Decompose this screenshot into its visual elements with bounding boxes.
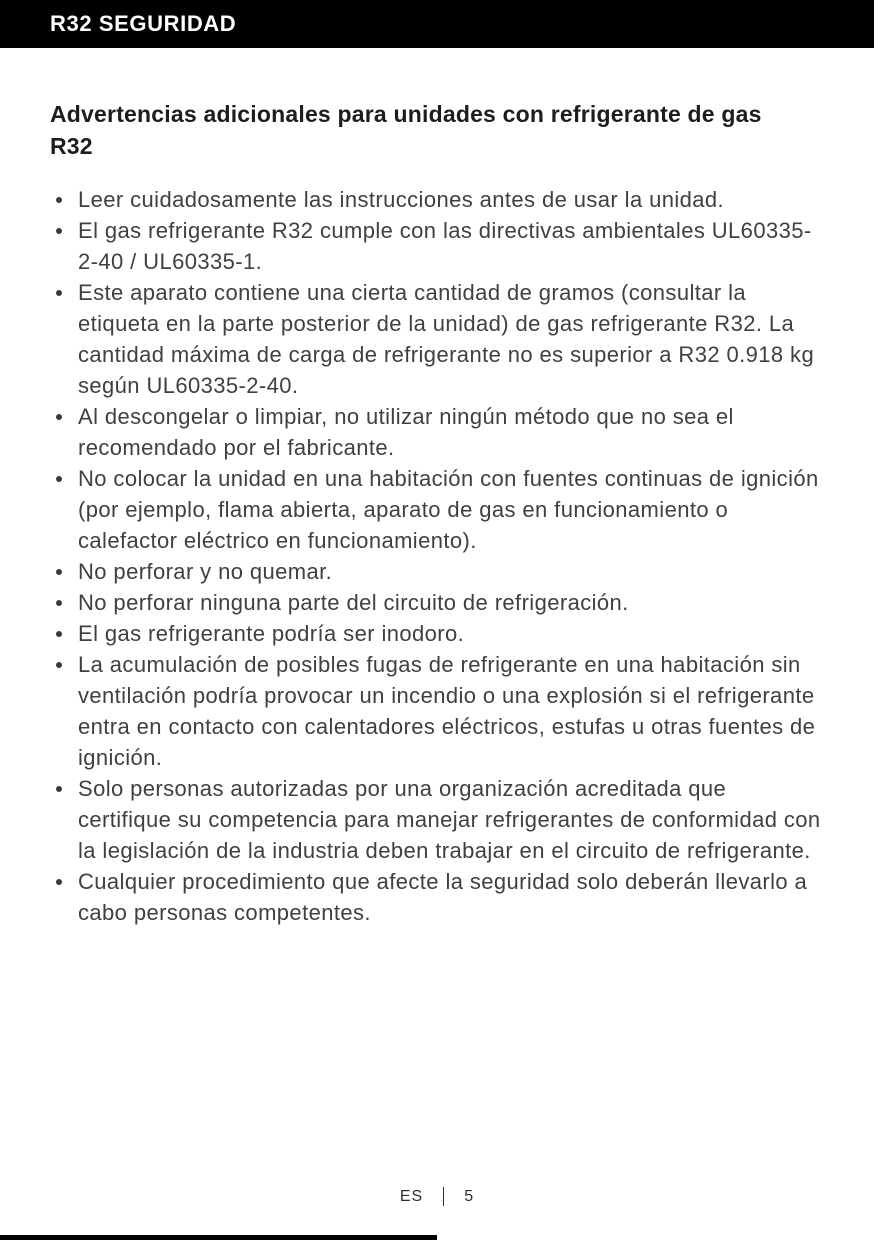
warning-text: La acumulación de posibles fugas de refrigerante en una habitación sin ventilación podría provocar un incendio o una explosión si el refrigerante entra en contacto con calentadores eléctricos, estufas u otras fuentes de ignición. — [78, 652, 816, 770]
bullet-icon — [50, 773, 78, 792]
warning-list-item — [50, 184, 824, 215]
section-header-bar — [0, 0, 874, 48]
bullet-icon — [50, 277, 78, 296]
page-footer — [0, 1187, 874, 1206]
warning-list — [50, 184, 824, 928]
warning-text: No colocar la unidad en una habitación con fuentes continuas de ignición (por ejemplo, flama abierta, aparato de gas en funcionamiento o calefactor eléctrico en funcionamiento). — [78, 466, 819, 553]
bottom-accent-bar — [0, 1235, 437, 1240]
page-title: Advertencias adicionales para unidades con refrigerante de gas R32 — [50, 101, 762, 159]
warning-list-item — [50, 556, 824, 587]
footer-page-number: 5 — [464, 1187, 475, 1205]
bullet-icon — [50, 556, 78, 575]
warning-text: Solo personas autorizadas por una organización acreditada que certifique su competencia para manejar refrigerantes de conformidad con la legislación de la industria deben trabajar en el circuito de refrigerante. — [78, 776, 821, 863]
footer-separator-line — [443, 1187, 444, 1206]
warning-list-item — [50, 587, 824, 618]
bullet-icon — [50, 184, 78, 203]
warning-text: El gas refrigerante R32 cumple con las directivas ambientales UL60335-2-40 / UL60335-1. — [78, 218, 812, 274]
warning-text: Al descongelar o limpiar, no utilizar ningún método que no sea el recomendado por el fabricante. — [78, 404, 734, 460]
warning-text: Leer cuidadosamente las instrucciones antes de usar la unidad. — [78, 187, 725, 212]
warning-list-item — [50, 215, 824, 277]
warning-text: No perforar ninguna parte del circuito de refrigeración. — [78, 590, 629, 615]
warning-list-item — [50, 649, 824, 773]
footer-language-code: ES — [399, 1187, 424, 1205]
warning-list-item — [50, 463, 824, 556]
warning-text: Cualquier procedimiento que afecte la seguridad solo deberán llevarlo a cabo personas competentes. — [78, 869, 808, 925]
warning-list-item — [50, 773, 824, 866]
page-content — [0, 48, 874, 928]
bullet-icon — [50, 587, 78, 606]
bullet-icon — [50, 649, 78, 668]
bullet-icon — [50, 401, 78, 420]
warning-text: El gas refrigerante podría ser inodoro. — [78, 621, 465, 646]
warning-list-item — [50, 866, 824, 928]
warning-list-item — [50, 401, 824, 463]
bullet-icon — [50, 866, 78, 885]
bullet-icon — [50, 618, 78, 637]
warning-list-item — [50, 618, 824, 649]
warning-list-item — [50, 277, 824, 401]
section-header-title: R32 SEGURIDAD — [50, 11, 237, 36]
warning-text: Este aparato contiene una cierta cantidad de gramos (consultar la etiqueta en la parte posterior de la unidad) de gas refrigerante R32. La cantidad máxima de carga de refrigerante no es superior a R32 0.918 kg según UL60335-2-40. — [78, 280, 815, 398]
warning-text: No perforar y no quemar. — [78, 559, 333, 584]
bullet-icon — [50, 463, 78, 482]
bullet-icon — [50, 215, 78, 234]
